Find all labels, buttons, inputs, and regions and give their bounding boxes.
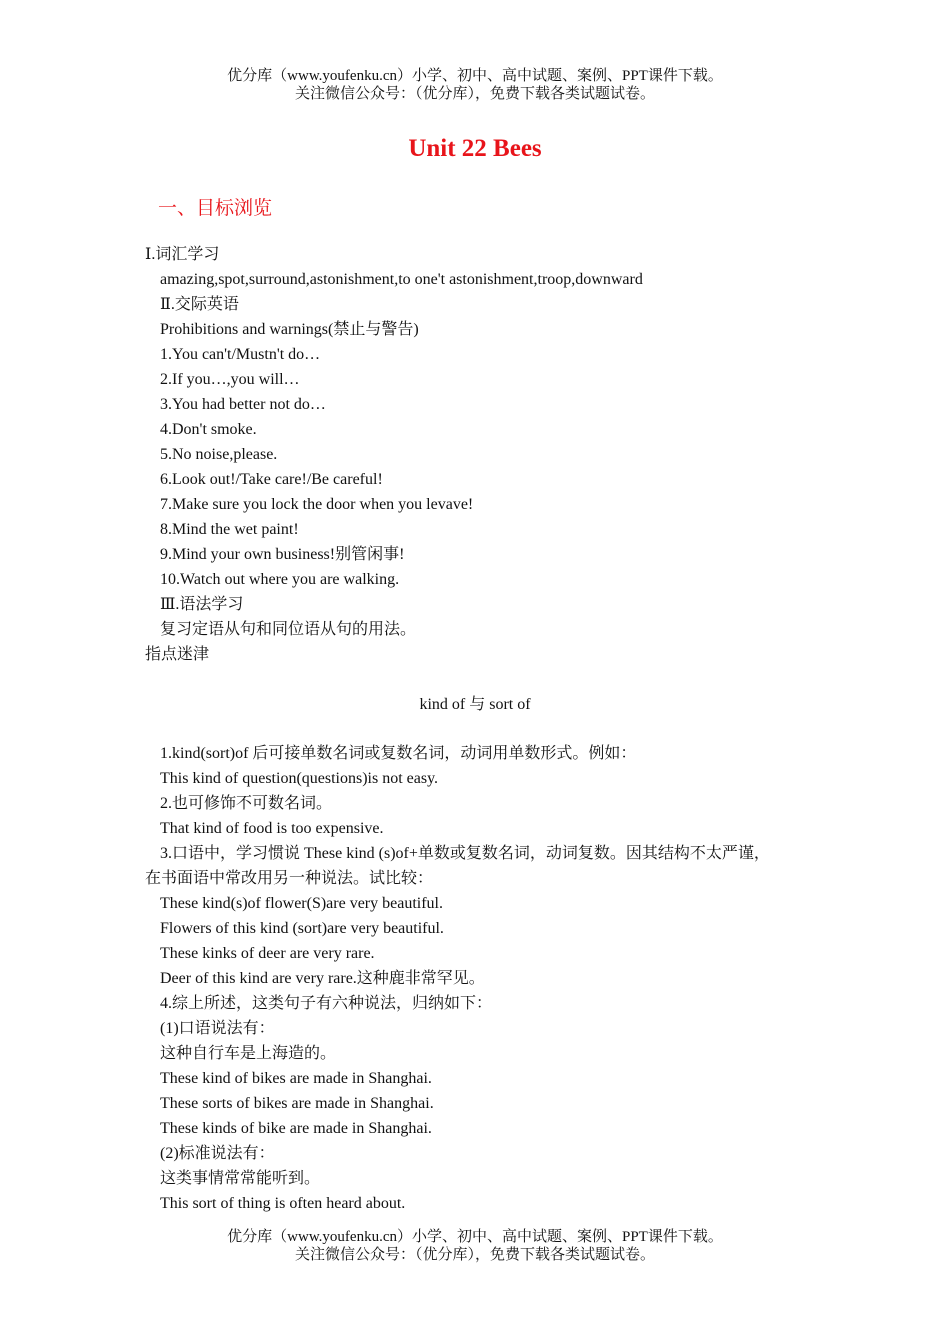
list-item: 9.Mind your own business!别管闲事! bbox=[160, 546, 405, 563]
example-line: These kind(s)of flower(S)are very beautiful. bbox=[160, 895, 443, 912]
tips-heading: 指点迷津 bbox=[145, 646, 210, 663]
text-line: 2.也可修饰不可数名词。 bbox=[160, 795, 333, 812]
list-item: 4.Don't smoke. bbox=[160, 421, 257, 438]
list-item: 5.No noise,please. bbox=[160, 446, 278, 463]
list-item: 1.You can't/Mustn't do… bbox=[160, 346, 321, 363]
text-line: Prohibitions and warnings(禁止与警告) bbox=[160, 321, 419, 338]
list-item: 3.You had better not do… bbox=[160, 396, 326, 413]
list-item: 8.Mind the wet paint! bbox=[160, 521, 299, 538]
example-line: Flowers of this kind (sort)are very beautiful. bbox=[160, 920, 444, 937]
footer-line-1: 优分库（www.youfenku.cn）小学、初中、高中试题、案例、PPT课件下载。 bbox=[227, 1229, 723, 1245]
list-item: 10.Watch out where you are walking. bbox=[160, 571, 400, 588]
text-line: 这类事情常常能听到。 bbox=[160, 1170, 321, 1187]
example-line: These sorts of bikes are made in Shanghai. bbox=[160, 1095, 434, 1112]
page-header bbox=[0, 67, 950, 103]
text-line: 复习定语从句和同位语从句的用法。 bbox=[160, 621, 417, 638]
text-line: (2)标准说法有： bbox=[160, 1145, 275, 1162]
text-line: 在书面语中常改用另一种说法。试比较： bbox=[145, 870, 434, 887]
document-title: Unit 22 Bees bbox=[408, 135, 542, 162]
vocab-list: amazing,spot,surround,astonishment,to one't astonishment,troop,downward bbox=[160, 271, 643, 288]
example-line: This sort of thing is often heard about. bbox=[160, 1195, 406, 1212]
header-line-2: 关注微信公众号：（优分库），免费下载各类试题试卷。 bbox=[294, 86, 655, 102]
list-item: 6.Look out!/Take care!/Be careful! bbox=[160, 471, 383, 488]
grammar-heading: Ⅲ.语法学习 bbox=[160, 596, 244, 613]
example-line: Deer of this kind are very rare.这种鹿非常罕见。 bbox=[160, 970, 485, 987]
vocab-heading: Ⅰ.词汇学习 bbox=[145, 246, 220, 263]
text-line: 3.口语中，学习惯说 These kind (s)of+单数或复数名词，动词复数。因其结构不太严谨， bbox=[160, 845, 770, 862]
header-line-1: 优分库（www.youfenku.cn）小学、初中、高中试题、案例、PPT课件下载。 bbox=[227, 68, 723, 84]
text-line: 这种自行车是上海造的。 bbox=[160, 1045, 337, 1062]
example-line: These kinds of bike are made in Shanghai. bbox=[160, 1120, 432, 1137]
section-heading: 一、目标浏览 bbox=[158, 198, 273, 219]
example-line: These kind of bikes are made in Shanghai. bbox=[160, 1070, 432, 1087]
communication-heading: Ⅱ.交际英语 bbox=[160, 296, 239, 313]
example-line: This kind of question(questions)is not easy. bbox=[160, 770, 439, 787]
list-item: 7.Make sure you lock the door when you levave! bbox=[160, 496, 474, 513]
list-item: 2.If you…,you will… bbox=[160, 371, 300, 388]
example-line: That kind of food is too expensive. bbox=[160, 820, 384, 837]
text-line: 1.kind(sort)of 后可接单数名词或复数名词，动词用单数形式。例如： bbox=[160, 745, 637, 762]
subsection-title: kind of 与 sort of bbox=[419, 696, 531, 713]
text-line: 4.综上所述，这类句子有六种说法，归纳如下： bbox=[160, 995, 493, 1012]
text-line: (1)口语说法有： bbox=[160, 1020, 275, 1037]
footer-line-2: 关注微信公众号：（优分库），免费下载各类试题试卷。 bbox=[294, 1247, 655, 1263]
page-footer bbox=[0, 1228, 950, 1264]
example-line: These kinks of deer are very rare. bbox=[160, 945, 375, 962]
